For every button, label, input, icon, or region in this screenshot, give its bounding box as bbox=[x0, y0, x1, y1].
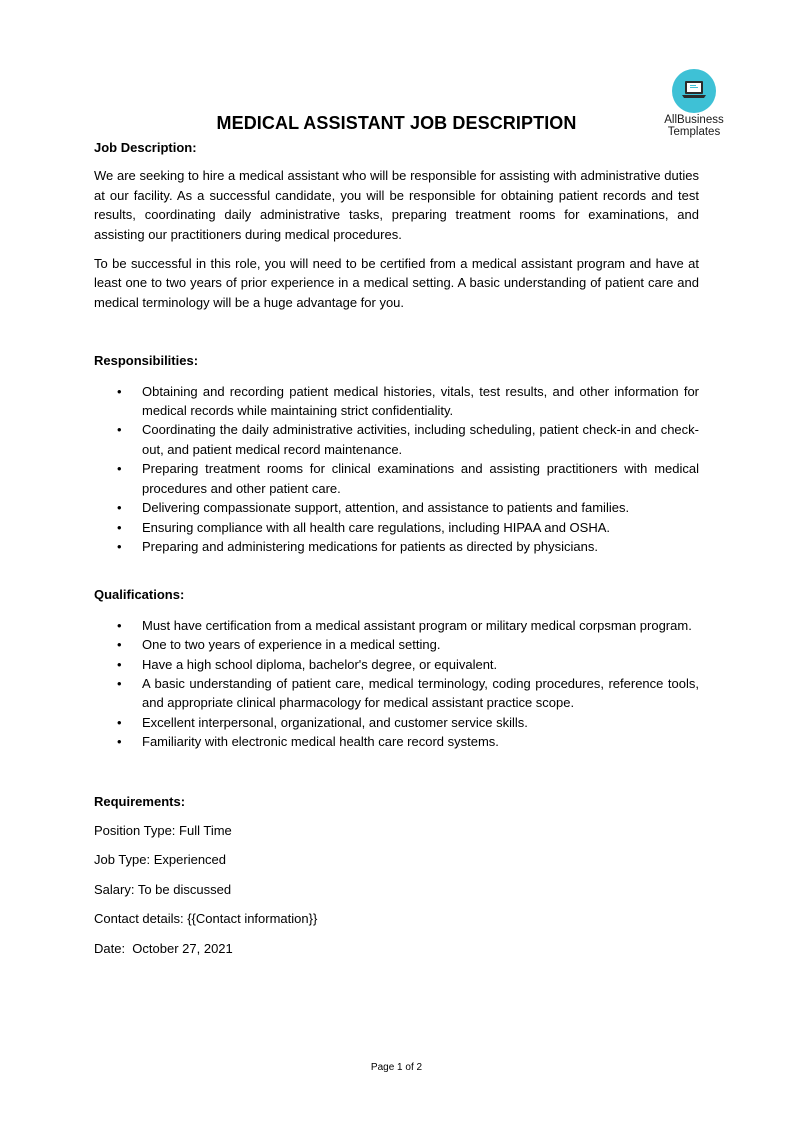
responsibilities-heading: Responsibilities: bbox=[94, 353, 199, 369]
list-item bbox=[94, 655, 699, 674]
logo-badge bbox=[672, 69, 716, 113]
bullet: • bbox=[117, 656, 122, 672]
list-item bbox=[94, 674, 699, 713]
position-type-line: Position Type: Full Time bbox=[94, 822, 232, 838]
list-item-text: Obtaining and recording patient medical histories, vitals, test results, and other information for medical records while maintaining strict confidentiality. bbox=[142, 383, 699, 419]
requirements-heading: Requirements: bbox=[94, 793, 186, 809]
bullet: • bbox=[117, 500, 122, 516]
bullet: • bbox=[117, 637, 122, 653]
contact-details-line: Contact details: {{Contact information}} bbox=[94, 911, 318, 927]
bullet: • bbox=[117, 734, 122, 750]
document-body bbox=[94, 138, 699, 958]
list-item bbox=[94, 537, 699, 556]
list-item-text: One to two years of experience in a medical setting. bbox=[142, 637, 441, 653]
list-item-text: Ensuring compliance with all health care regulations, including HIPAA and OSHA. bbox=[142, 519, 611, 535]
laptop-icon bbox=[681, 80, 707, 100]
responsibilities-list bbox=[94, 382, 699, 557]
list-item bbox=[94, 382, 699, 421]
job-type-line: Job Type: Experienced bbox=[94, 852, 227, 868]
list-item-text: Preparing and administering medications for patients as directed by physicians. bbox=[142, 538, 598, 554]
list-item bbox=[94, 459, 699, 498]
list-item-text: Excellent interpersonal, organizational, and customer service skills. bbox=[142, 714, 528, 730]
list-item bbox=[94, 732, 699, 751]
list-item bbox=[94, 713, 699, 732]
bullet: • bbox=[117, 675, 122, 691]
list-item bbox=[94, 518, 699, 537]
qualifications-heading: Qualifications: bbox=[94, 587, 185, 603]
date-line: Date: October 27, 2021 bbox=[94, 940, 233, 956]
job-description-paragraph-1: We are seeking to hire a medical assistant who will be responsible for assisting with administrative duties at our facility. As a successful candidate, you will be responsible for obtaining patient records and test results, coordinating daily administrative tasks, preparing treatment rooms for examinations, and assisting our practitioners during medical procedures. bbox=[94, 168, 699, 242]
list-item bbox=[94, 616, 699, 635]
bullet: • bbox=[117, 714, 122, 730]
job-description-heading: Job Description: bbox=[94, 140, 197, 155]
list-item-text: Coordinating the daily administrative activities, including scheduling, patient check-in and check-out, and patient medical record maintenance. bbox=[142, 422, 699, 457]
list-item-text: Delivering compassionate support, attention, and assistance to patients and families. bbox=[142, 500, 630, 516]
salary-line: Salary: To be discussed bbox=[94, 881, 232, 897]
list-item-text: A basic understanding of patient care, medical terminology, coding procedures, reference tools, and appropriate clinical pharmacology for medical assistant practice scope. bbox=[142, 675, 699, 711]
list-item bbox=[94, 420, 699, 459]
list-item-text: Have a high school diploma, bachelor's degree, or equivalent. bbox=[142, 656, 498, 672]
bullet: • bbox=[117, 538, 122, 554]
list-item bbox=[94, 635, 699, 654]
logo-brand-line1: AllBusiness bbox=[664, 114, 724, 126]
list-item bbox=[94, 498, 699, 517]
qualifications-list bbox=[94, 616, 699, 752]
bullet: • bbox=[117, 383, 122, 399]
list-item-text: Preparing treatment rooms for clinical examinations and assisting practitioners with medical procedures and other patient care. bbox=[142, 461, 699, 496]
page-title: MEDICAL ASSISTANT JOB DESCRIPTION bbox=[216, 113, 577, 133]
page-number-footer: Page 1 of 2 bbox=[370, 1062, 423, 1073]
list-item-text: Familiarity with electronic medical health care record systems. bbox=[142, 734, 499, 750]
bullet: • bbox=[117, 461, 122, 477]
bullet: • bbox=[117, 617, 122, 633]
bullet: • bbox=[117, 519, 122, 535]
list-item-text: Must have certification from a medical assistant program or military medical corpsman program. bbox=[142, 617, 692, 633]
job-description-paragraph-2: To be successful in this role, you will need to be certified from a medical assistant program and have at least one to two years of prior experience in a medical setting. A basic understanding of patient care and medical terminology will be a huge advantage for you. bbox=[94, 256, 699, 310]
bullet: • bbox=[117, 422, 122, 438]
logo-brand-line2: Templates bbox=[667, 126, 721, 138]
